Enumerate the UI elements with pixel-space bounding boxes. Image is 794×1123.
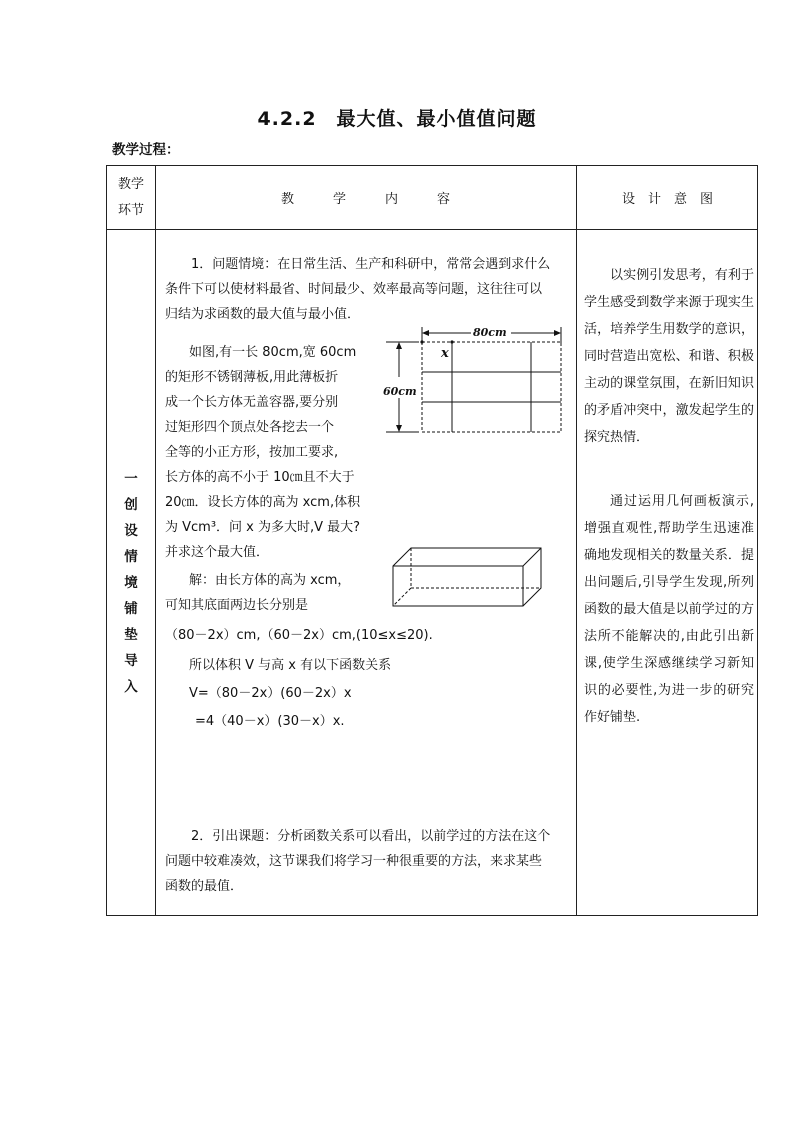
solution-line: 解：由长方体的高为 xcm，	[189, 573, 351, 588]
header-divider	[107, 229, 757, 230]
problem-line: 长方体的高不小于 10㎝且不大于	[165, 470, 355, 485]
problem-line: 的矩形不锈钢薄板,用此薄板折	[165, 370, 339, 385]
stage-char: 一	[124, 471, 138, 487]
equation-line: =4（40－x）(30－x）x.	[195, 714, 345, 729]
design-intent	[584, 262, 754, 731]
stage-char: 设	[124, 523, 138, 539]
stage-char: 创	[124, 497, 138, 513]
solution-line: （80－2x）cm,（60－2x）cm,(10≤x≤20).	[165, 628, 433, 643]
height-label: 60cm	[383, 385, 417, 398]
content-intro	[165, 252, 571, 327]
page-title: 4.2.2 最大值、最小值值问题	[257, 108, 537, 130]
header-intent: 设 计 意 图	[621, 192, 713, 207]
intent-paragraph: 以实例引发思考，有利于学生感受到数学来源于现实生活，培养学生用数学的意识，同时营造出宽松、和谐、积极主动的课堂氛围，在新旧知识的矛盾冲突中，激发起学生的探究热情．	[584, 268, 754, 445]
problem-line: 全等的小正方形，按加工要求,	[165, 445, 339, 460]
column-divider	[576, 166, 577, 915]
intro-line: 条件下可以使材料最省、时间最少、效率最高等问题，这往往可以	[165, 282, 543, 297]
intent-paragraph: 通过运用几何画板演示,增强直观性,帮助学生迅速准确地发现相关的数量关系．提出问题后,引导学生发现,所列函数的最大值是以前学过的方法所不能解决的,由此引出新课,使学生深感继续学习新知识的必要性,为进一步的研究作好铺垫.	[584, 494, 754, 725]
topic-text	[165, 824, 571, 899]
header-content: 教 学 内 容	[280, 192, 450, 207]
stage-char: 导	[124, 653, 138, 669]
problem-line: 20㎝．设长方体的高为 xcm,体积	[165, 495, 361, 510]
section-label: 教学过程：	[112, 142, 180, 158]
stage-char: 境	[124, 575, 138, 591]
topic-line: 函数的最值．	[165, 879, 244, 894]
problem-line: 如图,有一长 80cm,宽 60cm	[189, 345, 357, 360]
stage-char: 入	[124, 679, 138, 695]
problem-line: 并求这个最大值．	[165, 545, 270, 560]
problem-line: 过矩形四个顶点处各挖去一个	[165, 420, 335, 435]
header-stage-line2: 环节	[117, 202, 144, 218]
width-label: 80cm	[473, 326, 507, 339]
topic-line: 2．引出课题：分析函数关系可以看出，以前学过的方法在这个	[191, 829, 551, 844]
problem-line: 成一个长方体无盖容器,要分别	[165, 395, 339, 410]
intro-line: 归结为求函数的最大值与最小值．	[165, 307, 361, 322]
stage-label	[107, 466, 155, 700]
problem-line: 为 Vcm³．问 x 为多大时,V 最大?	[165, 520, 361, 535]
box-diagram	[389, 544, 549, 614]
intro-line: 1．问题情境：在日常生活、生产和科研中，常常会遇到求什么	[191, 257, 551, 272]
lesson-table	[106, 165, 758, 916]
x-label: x	[441, 346, 449, 361]
stage-char: 情	[124, 549, 138, 565]
topic-line: 问题中较难凑效，这节课我们将学习一种很重要的方法，来求某些	[165, 854, 543, 869]
stage-char: 垫	[124, 627, 138, 643]
stage-char: 铺	[124, 601, 138, 617]
solution-line: 可知其底面两边长分别是	[165, 598, 309, 613]
column-divider	[155, 166, 156, 915]
solution-line: 所以体积 V 与高 x 有以下函数关系	[189, 658, 392, 673]
header-stage-line1: 教学	[117, 176, 144, 192]
equation-line: V=（80－2x）(60－2x）x	[189, 686, 352, 701]
header-stage	[107, 166, 155, 229]
